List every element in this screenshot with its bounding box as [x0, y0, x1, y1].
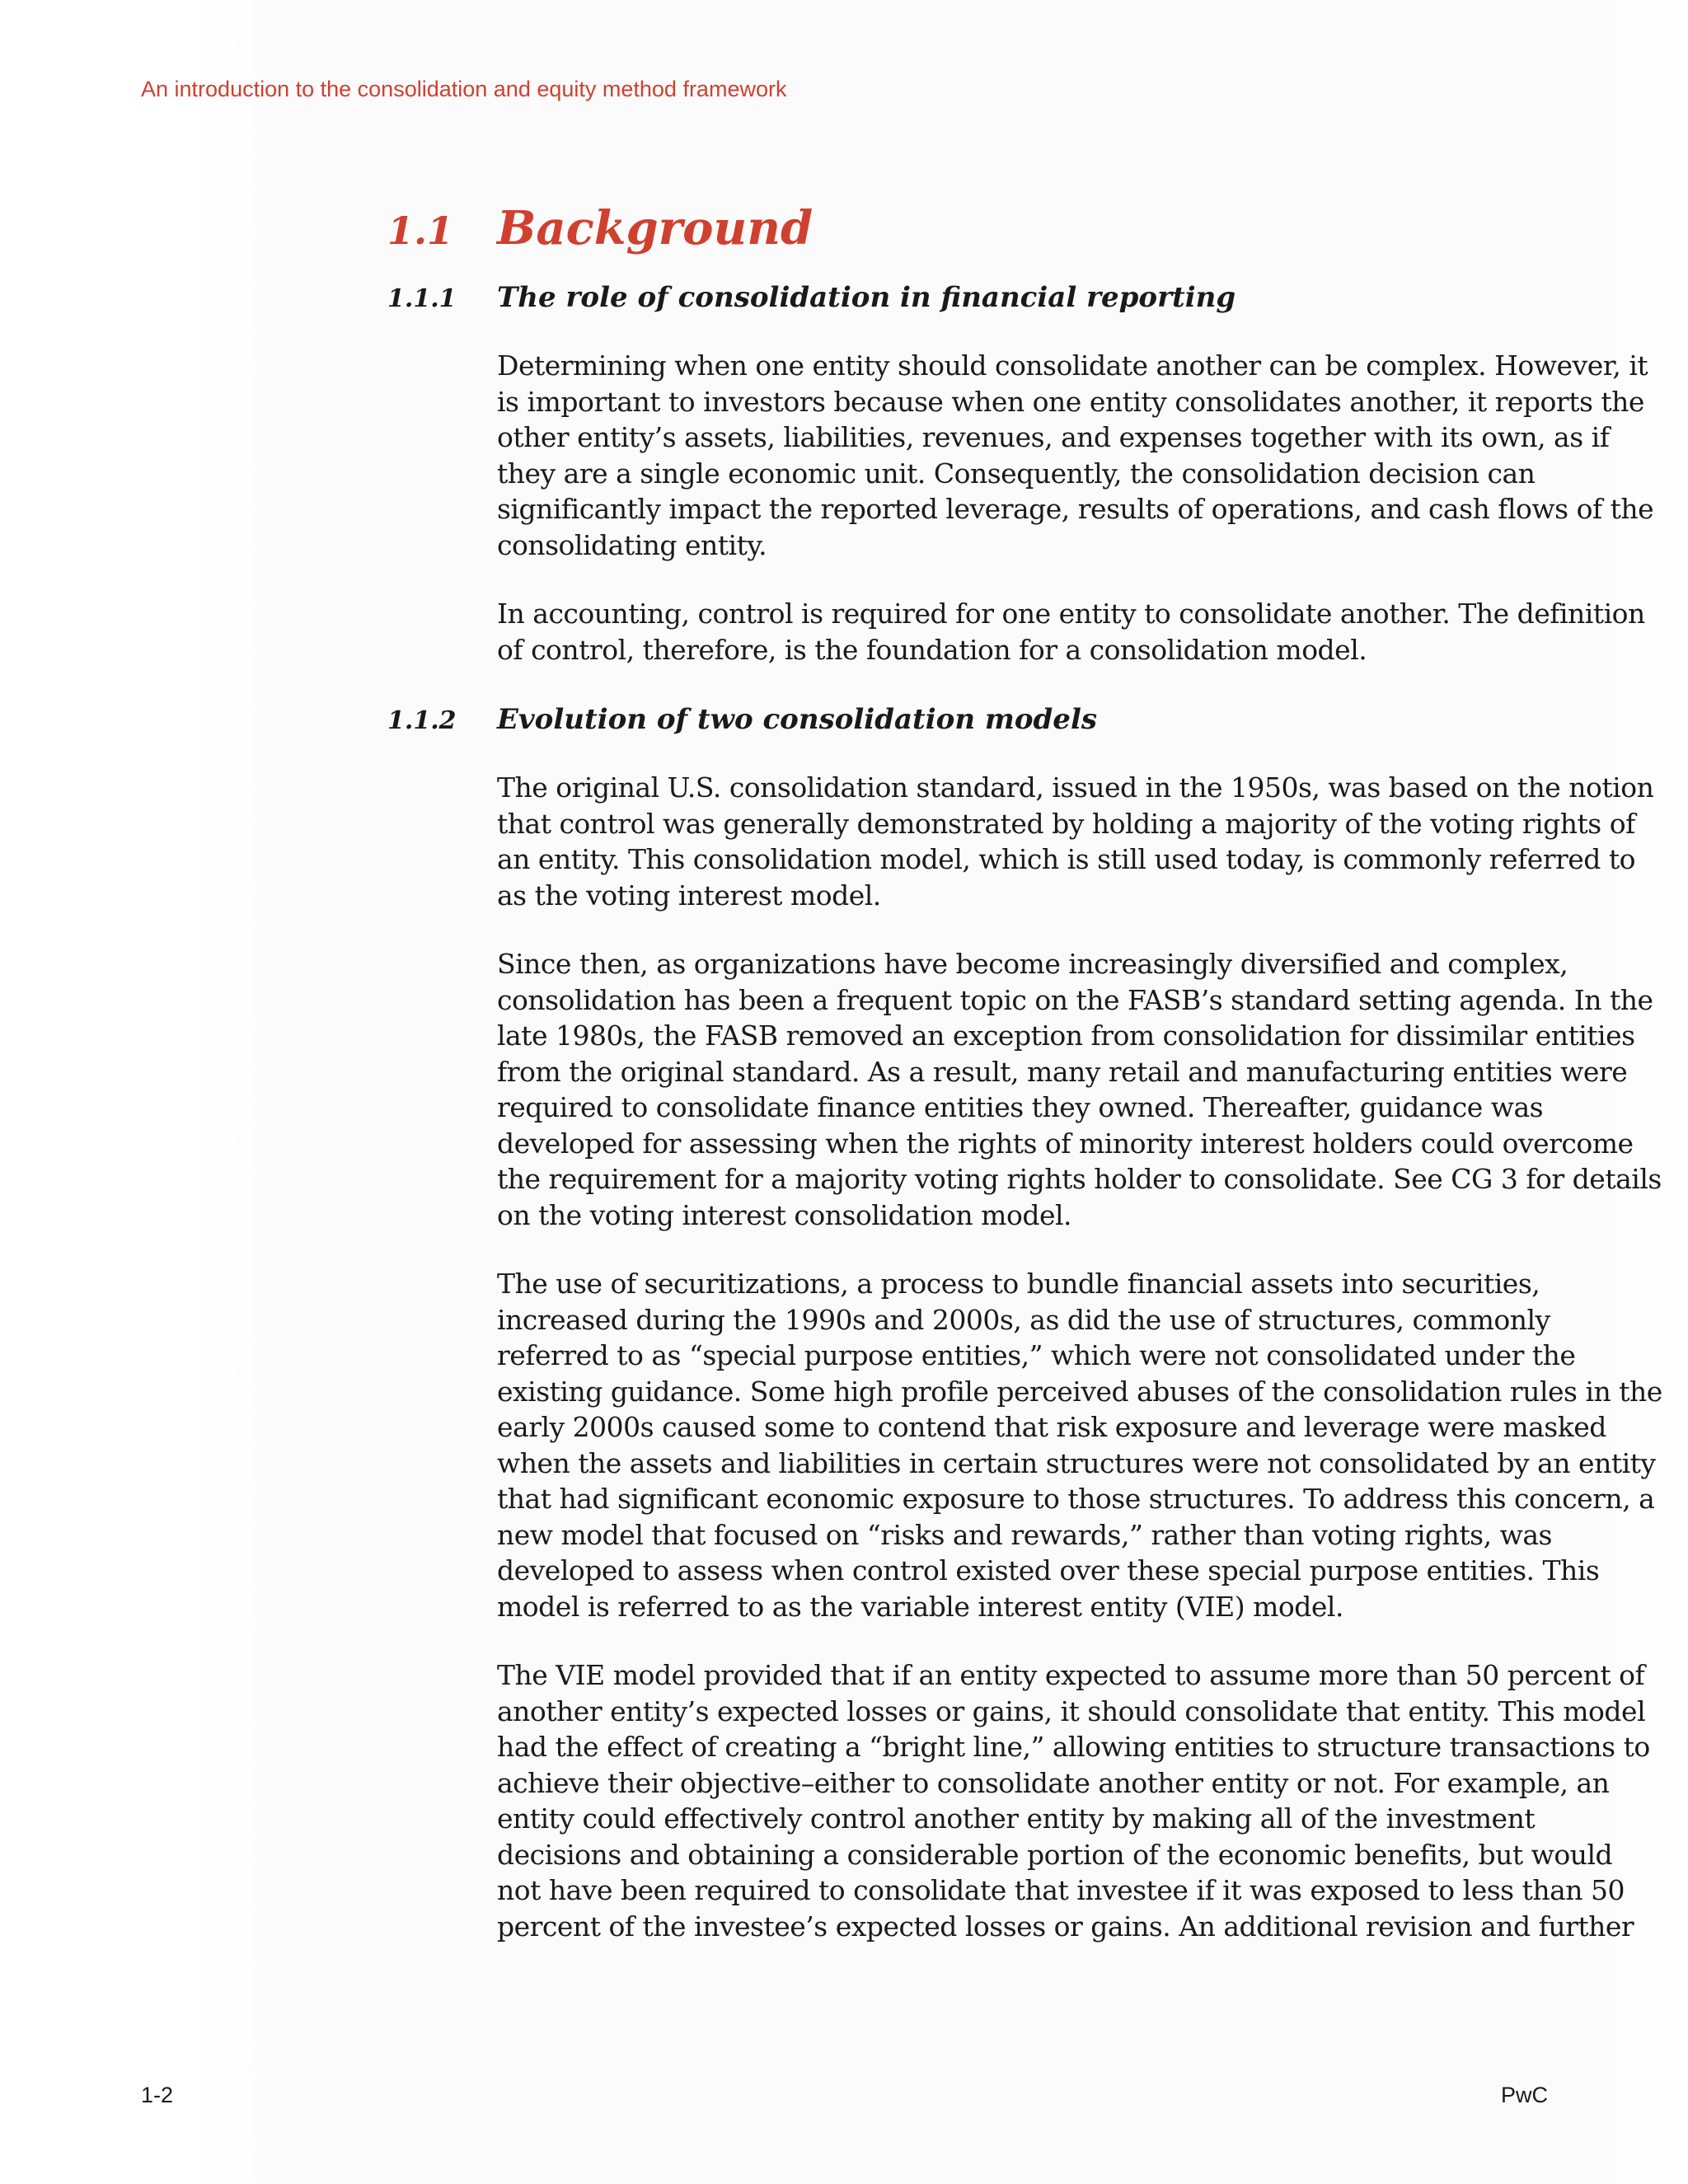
subsection-body	[497, 348, 1654, 668]
text-line: decisions and obtaining a considerable portion of the economic benefits, but would	[497, 1838, 1613, 1871]
paragraph	[497, 770, 1654, 913]
page-number: 1-2	[141, 2083, 174, 2107]
text-line: new model that focused on “risks and rewards,” rather than voting rights, was	[497, 1518, 1552, 1551]
text-line: Since then, as organizations have become increasingly diversified and complex,	[497, 948, 1568, 980]
subsection-number: 1.1.1	[387, 284, 457, 313]
text-line: that control was generally demonstrated by holding a majority of the voting rights of	[497, 807, 1635, 840]
text-line: late 1980s, the FASB removed an exception from consolidation for dissimilar entities	[497, 1019, 1635, 1052]
paragraph	[497, 1266, 1662, 1624]
section-number: 1.1	[387, 209, 454, 253]
text-line: an entity. This consolidation model, which is still used today, is commonly referred to	[497, 843, 1636, 875]
text-line: model is referred to as the variable interest entity (VIE) model.	[497, 1590, 1343, 1623]
text-line: as the voting interest model.	[497, 879, 881, 912]
paragraph	[497, 946, 1662, 1233]
text-line: had the effect of creating a “bright line,” allowing entities to structure transactions to	[497, 1731, 1650, 1763]
text-line: when the assets and liabilities in certain structures were not consolidated by an entity	[497, 1446, 1656, 1479]
text-line: achieve their objective–either to consolidate another entity or not. For example, an	[497, 1766, 1610, 1799]
text-line: other entity’s assets, liabilities, revenues, and expenses together with its own, as if	[497, 421, 1610, 453]
publisher-name: PwC	[1500, 2083, 1548, 2107]
subsection-heading	[387, 701, 1558, 740]
text-line: on the voting interest consolidation model.	[497, 1198, 1072, 1231]
text-line: required to consolidate finance entities they owned. Thereafter, guidance was	[497, 1091, 1544, 1123]
text-line: they are a single economic unit. Consequently, the consolidation decision can	[497, 457, 1536, 490]
text-line: early 2000s caused some to contend that risk exposure and leverage were masked	[497, 1411, 1606, 1443]
text-line: Determining when one entity should consolidate another can be complex. However, it	[497, 349, 1648, 382]
text-line: developed for assessing when the rights of minority interest holders could overcome	[497, 1127, 1634, 1160]
text-line: The original U.S. consolidation standard, issued in the 1950s, was based on the notion	[497, 771, 1654, 804]
text-line: referred to as “special purpose entities,” which were not consolidated under the	[497, 1339, 1576, 1371]
text-line: the requirement for a majority voting rights holder to consolidate. See CG 3 for details	[497, 1163, 1662, 1195]
text-line: percent of the investee’s expected losses or gains. An additional revision and further	[497, 1910, 1634, 1943]
text-line: entity could effectively control another entity by making all of the investment	[497, 1802, 1536, 1835]
text-line: developed to assess when control existed over these special purpose entities. This	[497, 1554, 1600, 1586]
subsection-number: 1.1.2	[387, 706, 457, 735]
paragraph	[497, 596, 1645, 668]
text-line: existing guidance. Some high profile perceived abuses of the consolidation rules in the	[497, 1375, 1662, 1408]
subsection-title: Evolution of two consolidation models	[497, 703, 1097, 736]
section-title: Background	[497, 201, 814, 255]
text-line: In accounting, control is required for one entity to consolidate another. The definition	[497, 598, 1645, 630]
subsection-title: The role of consolidation in financial reporting	[497, 281, 1236, 314]
text-line: The VIE model provided that if an entity expected to assume more than 50 percent of	[497, 1659, 1645, 1691]
section-background	[387, 198, 1662, 1977]
subsection-heading	[387, 279, 1558, 318]
text-line: significantly impact the reported leverage, results of operations, and cash flows of the	[497, 493, 1654, 525]
text-line: another entity’s expected losses or gains, it should consolidate that entity. This model	[497, 1694, 1646, 1727]
subsection-body	[497, 770, 1662, 1944]
text-line: increased during the 1990s and 2000s, as did the use of structures, commonly	[497, 1303, 1550, 1336]
text-line: consolidation has been a frequent topic on the FASB’s standard setting agenda. In the	[497, 983, 1653, 1016]
text-line: consolidating entity.	[497, 528, 767, 561]
paragraph	[497, 348, 1654, 563]
section-heading	[387, 198, 1558, 259]
text-line: not have been required to consolidate that investee if it was exposed to less than 50	[497, 1874, 1625, 1906]
text-line: is important to investors because when one entity consolidates another, it reports the	[497, 385, 1644, 418]
running-header: An introduction to the consolidation and equity method framework	[141, 77, 787, 101]
text-line: from the original standard. As a result, many retail and manufacturing entities were	[497, 1055, 1628, 1088]
text-line: The use of securitizations, a process to bundle financial assets into securities,	[497, 1268, 1540, 1300]
text-line: of control, therefore, is the foundation for a consolidation model.	[497, 633, 1367, 666]
paragraph	[497, 1657, 1650, 1944]
text-line: that had significant economic exposure to those structures. To address this concern, a	[497, 1483, 1655, 1515]
